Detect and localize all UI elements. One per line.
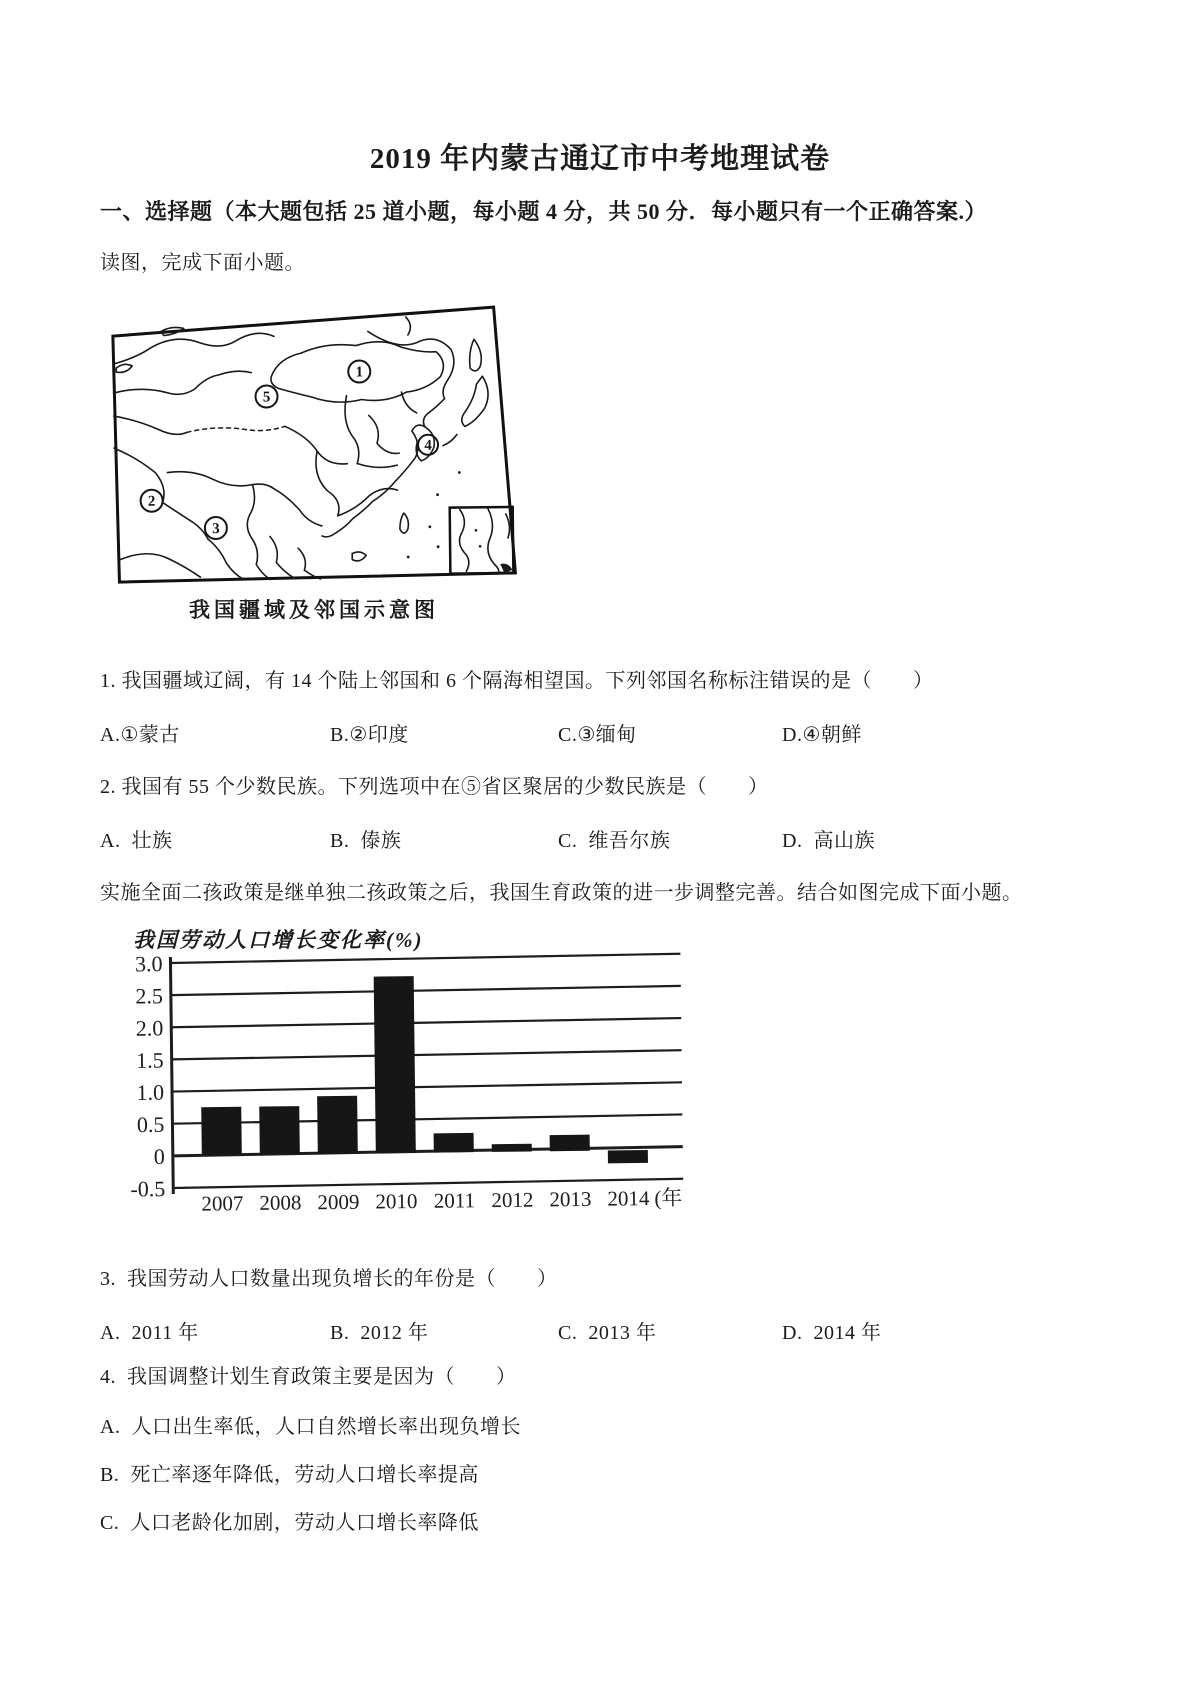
svg-text:4: 4 bbox=[424, 437, 432, 454]
svg-text:1.0: 1.0 bbox=[136, 1079, 165, 1105]
svg-text:1.5: 1.5 bbox=[136, 1047, 164, 1073]
q2-option-a: A. 壮族 bbox=[100, 830, 173, 852]
question-3-text: 3. 我国劳动人口数量出现负增长的年份是（ ） bbox=[100, 1268, 558, 1290]
map-marker-5 bbox=[255, 385, 277, 407]
svg-text:1: 1 bbox=[355, 364, 364, 381]
svg-text:2012: 2012 bbox=[491, 1187, 534, 1213]
q2-option-d: D. 高山族 bbox=[782, 830, 875, 852]
q1-option-a: A.①蒙古 bbox=[100, 724, 180, 746]
map-caption: 我国疆域及邻国示意图 bbox=[189, 598, 439, 622]
q1-option-b: B.②印度 bbox=[330, 724, 409, 746]
section-1-header: 一、选择题（本大题包括 25 道小题，每小题 4 分，共 50 分．每小题只有一个正确答案.） bbox=[100, 199, 988, 224]
svg-text:2009: 2009 bbox=[317, 1189, 360, 1215]
svg-text:2007: 2007 bbox=[201, 1191, 244, 1216]
svg-text:-0.5: -0.5 bbox=[130, 1176, 166, 1202]
south-china-sea-inset bbox=[450, 507, 514, 574]
china-map-svg bbox=[104, 294, 523, 590]
svg-text:2013: 2013 bbox=[549, 1186, 592, 1212]
question-2-options bbox=[100, 824, 1120, 854]
q2-option-b: B. 傣族 bbox=[330, 830, 402, 852]
question-2-text: 2. 我国有 55 个少数民族。下列选项中在⑤省区聚居的少数民族是（ ） bbox=[100, 776, 769, 798]
question-4-text: 4. 我国调整计划生育政策主要是因为（ ） bbox=[100, 1366, 517, 1388]
map-marker-1 bbox=[348, 360, 370, 382]
question-1-options bbox=[100, 718, 1120, 748]
labor-growth-chart bbox=[124, 942, 707, 1229]
svg-text:0.5: 0.5 bbox=[136, 1111, 165, 1138]
svg-text:5: 5 bbox=[262, 389, 271, 406]
q2-option-c: C. 维吾尔族 bbox=[558, 830, 671, 852]
q1-option-d: D.④朝鲜 bbox=[782, 724, 862, 746]
svg-text:2014: 2014 bbox=[607, 1186, 650, 1211]
q3-option-a: A. 2011 年 bbox=[100, 1322, 199, 1344]
svg-text:2010: 2010 bbox=[375, 1188, 418, 1214]
svg-text:0: 0 bbox=[153, 1143, 165, 1170]
svg-text:3.0: 3.0 bbox=[134, 951, 163, 977]
q4-option-b: B. 死亡率逐年降低，劳动人口增长率提高 bbox=[100, 1464, 479, 1486]
map-marker-3 bbox=[205, 517, 227, 539]
q1-option-c: C.③缅甸 bbox=[558, 724, 637, 746]
svg-text:2.0: 2.0 bbox=[135, 1015, 164, 1041]
china-map-figure bbox=[104, 294, 523, 590]
map-intro-text: 读图，完成下面小题。 bbox=[100, 252, 305, 274]
svg-text:(年: (年 bbox=[654, 1185, 683, 1211]
svg-text:3: 3 bbox=[212, 520, 220, 538]
question-1-text: 1. 我国疆域辽阔，有 14 个陆上邻国和 6 个隔海相望国。下列邻国名称标注错误的是（ ） bbox=[100, 670, 934, 692]
q4-option-a: A. 人口出生率低，人口自然增长率出现负增长 bbox=[100, 1416, 521, 1438]
svg-text:2: 2 bbox=[147, 493, 156, 510]
q4-option-c: C. 人口老龄化加剧，劳动人口增长率降低 bbox=[100, 1512, 479, 1534]
svg-text:2008: 2008 bbox=[259, 1190, 302, 1215]
q3-option-b: B. 2012 年 bbox=[330, 1322, 429, 1344]
map-marker-2 bbox=[140, 490, 162, 512]
svg-text:2.5: 2.5 bbox=[135, 983, 164, 1009]
chart-intro-text: 实施全面二孩政策是继单独二孩政策之后，我国生育政策的进一步调整完善。结合如图完成下面小题。 bbox=[100, 882, 1023, 904]
question-3-options bbox=[100, 1316, 1120, 1346]
svg-text:2011: 2011 bbox=[433, 1188, 476, 1213]
q3-option-c: C. 2013 年 bbox=[558, 1322, 657, 1344]
page-title: 2019 年内蒙古通辽市中考地理试卷 bbox=[369, 143, 831, 175]
bar-chart-svg bbox=[124, 942, 707, 1229]
chart-title: 我国劳动人口增长变化率(%) bbox=[133, 928, 424, 952]
q3-option-d: D. 2014 年 bbox=[782, 1322, 882, 1344]
map-marker-4 bbox=[418, 435, 438, 455]
